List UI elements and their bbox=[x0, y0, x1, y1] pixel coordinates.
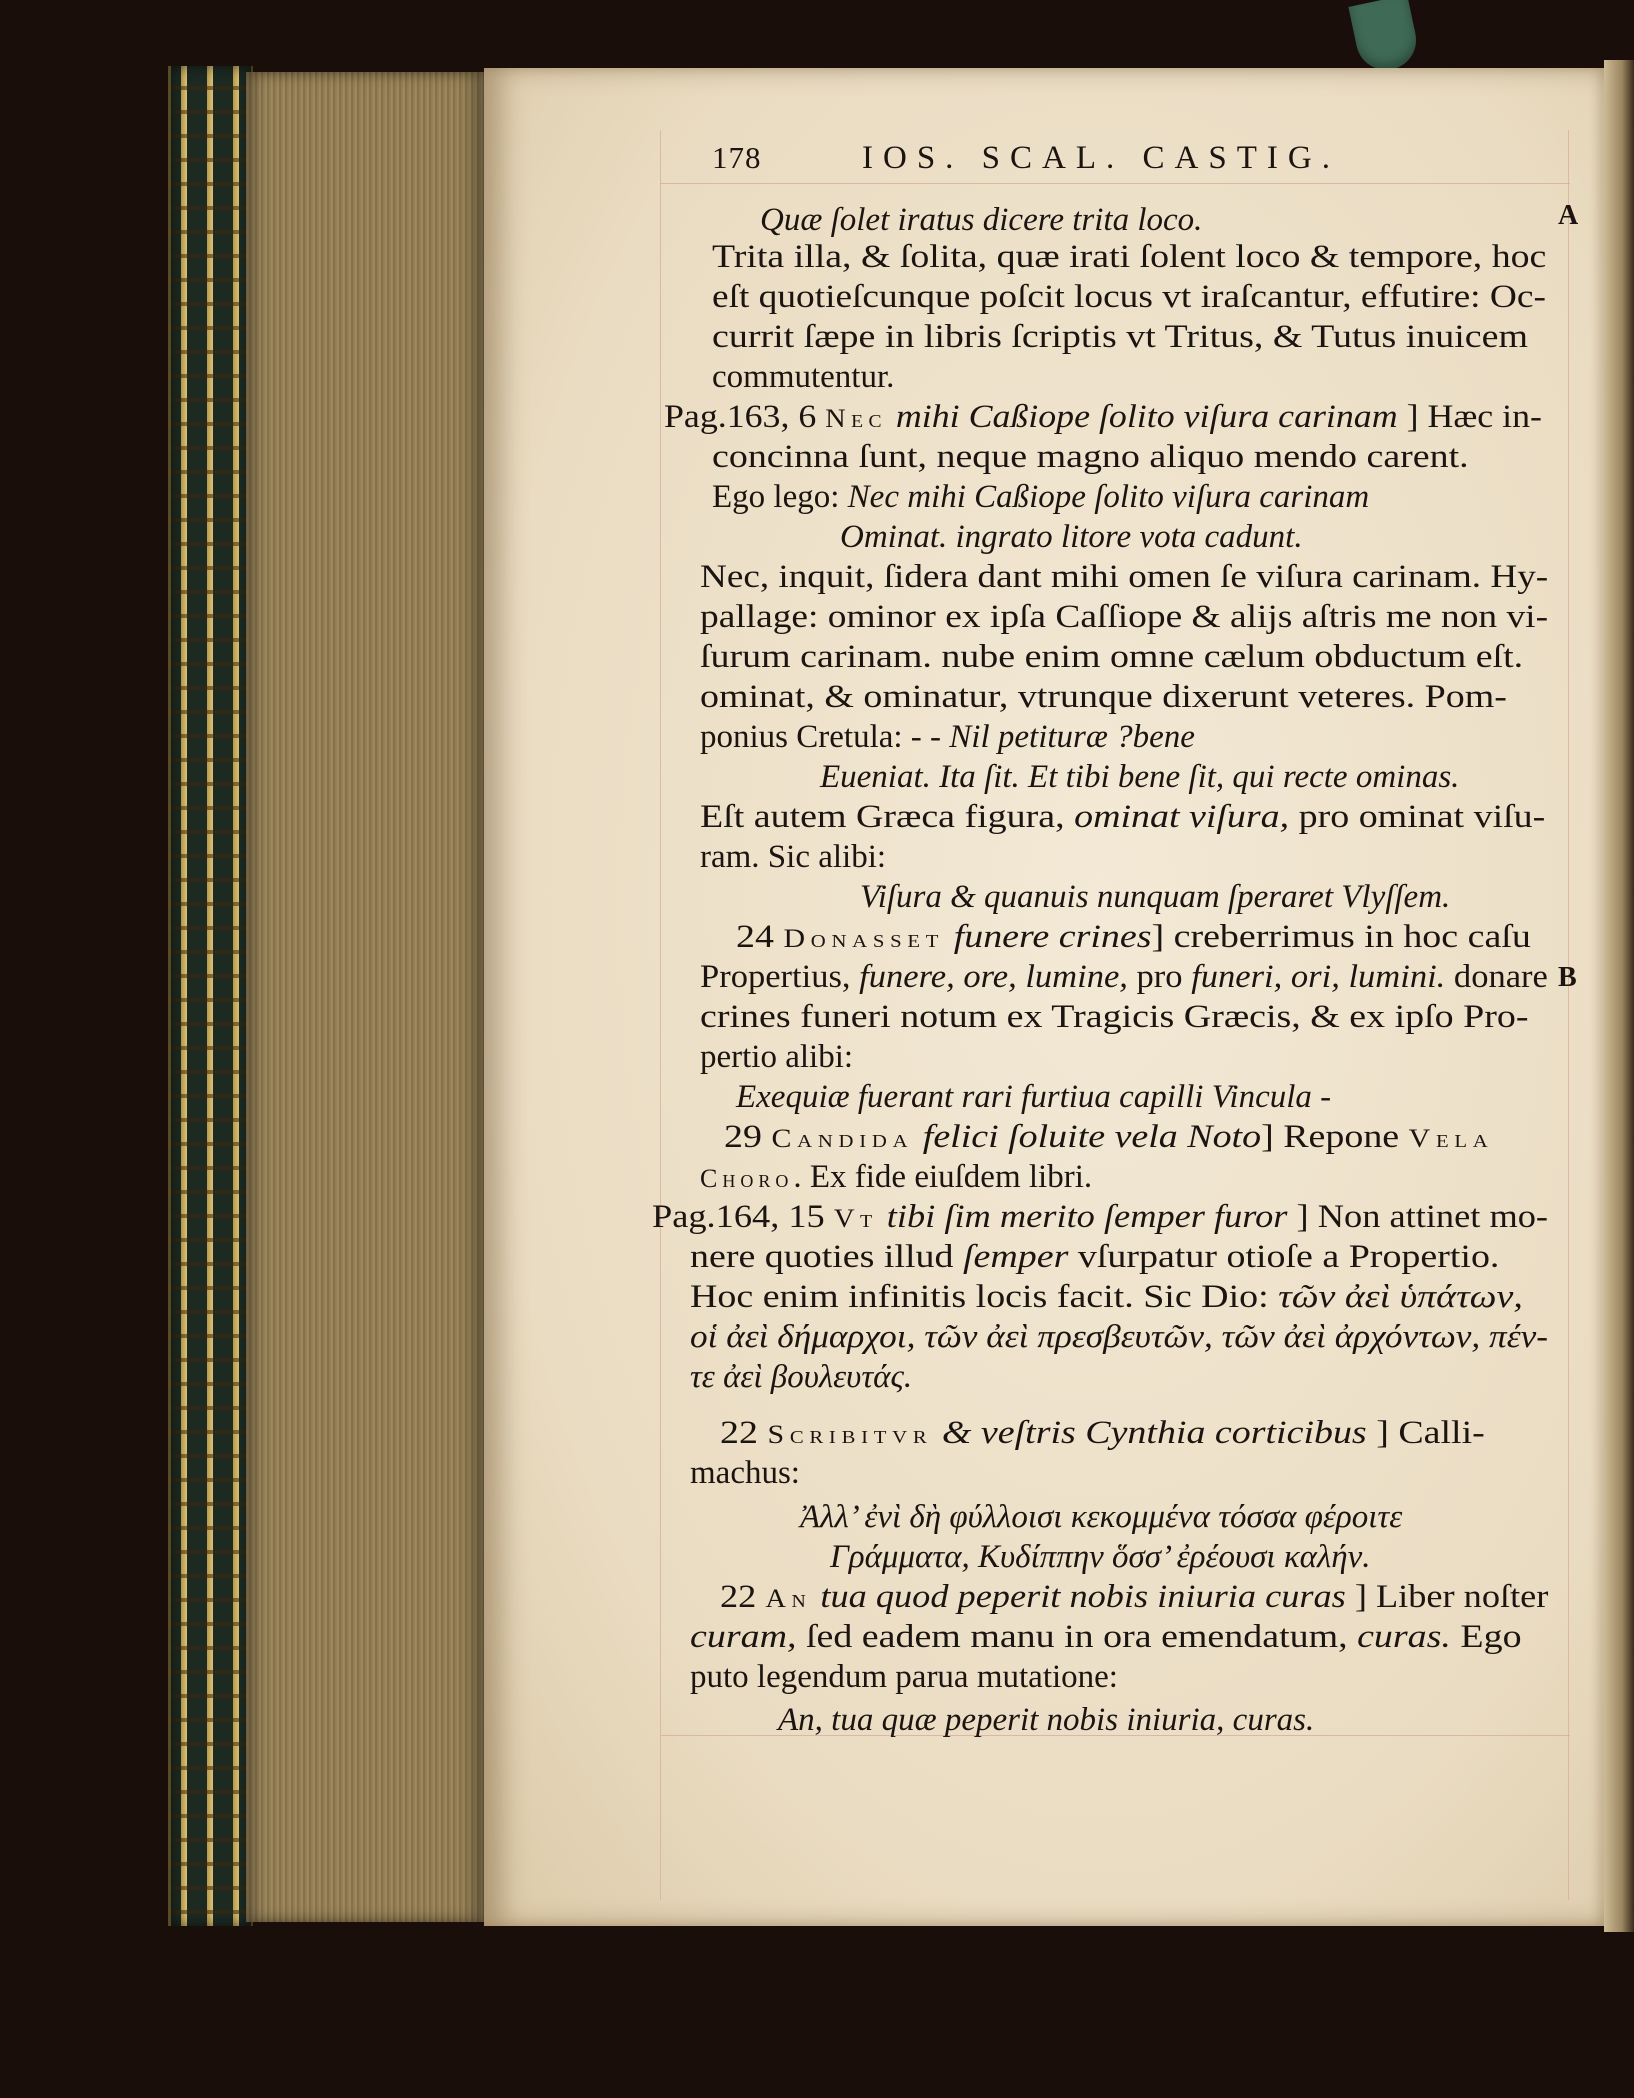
gilded-binding-spine bbox=[168, 66, 253, 1926]
text-segment: nere quoties illud bbox=[690, 1239, 963, 1275]
text-segment: concinna ſunt, neque magno aliquo mendo carent. bbox=[712, 439, 1469, 475]
text-segment: ] Calli- bbox=[1366, 1415, 1485, 1451]
text-line bbox=[712, 237, 1546, 277]
text-line bbox=[690, 1237, 1499, 1277]
text-segment: Pag.164, 15 bbox=[652, 1199, 834, 1235]
text-segment: commutentur. bbox=[712, 359, 895, 395]
text-line bbox=[712, 277, 1546, 317]
text-segment: 22 bbox=[720, 1415, 768, 1451]
text-line bbox=[720, 1577, 1548, 1619]
text-segment: ſed eadem manu in ora emendatum, bbox=[796, 1619, 1358, 1655]
margin-rule-right bbox=[1568, 130, 1569, 1900]
text-line bbox=[690, 1317, 1548, 1357]
text-line bbox=[700, 797, 1545, 837]
text-line bbox=[736, 1077, 1331, 1117]
text-segment: donare bbox=[1445, 959, 1548, 995]
text-line bbox=[712, 437, 1469, 477]
text-segment: Trita illa, & ſolita, quæ irati ſolent loco & tempore, hoc bbox=[712, 239, 1547, 275]
text-segment: Γράμματα, Κυδίππην ὅσσ’ ἐρέουσι καλήν. bbox=[830, 1539, 1371, 1575]
text-segment: ponius Cretula: - - bbox=[700, 719, 950, 755]
text-line bbox=[690, 1657, 1118, 1697]
text-segment: Eueniat. Ita ſit. Et tibi bene ſit, qui recte ominas. bbox=[820, 759, 1460, 795]
text-line bbox=[700, 837, 886, 877]
text-line bbox=[736, 917, 1531, 959]
text-segment: Nec bbox=[825, 404, 887, 433]
text-segment: ſemper bbox=[962, 1239, 1069, 1275]
text-line bbox=[700, 717, 1195, 757]
text-segment: curas. bbox=[1357, 1619, 1451, 1655]
text-segment: 24 bbox=[736, 919, 784, 955]
text-segment: Choro bbox=[700, 1164, 794, 1193]
text-segment: ] Liber noſter bbox=[1345, 1579, 1549, 1615]
text-line bbox=[700, 597, 1548, 637]
text-segment: ominat viſura, bbox=[1074, 799, 1290, 835]
text-segment: vſurpatur otioſe a Propertio. bbox=[1068, 1239, 1500, 1275]
text-line bbox=[778, 1700, 1314, 1740]
text-segment: ] Non attinet mo- bbox=[1287, 1199, 1549, 1235]
running-title: IOS. SCAL. CASTIG. bbox=[862, 140, 1340, 176]
text-segment: τῶν ἀεὶ ὑπάτων, bbox=[1278, 1279, 1523, 1315]
text-segment: funeri, ori, lumini. bbox=[1191, 959, 1446, 995]
text-segment: Propertius, bbox=[700, 959, 860, 995]
text-segment: Exequiæ fuerant rari furtiua capilli Vincula - bbox=[736, 1079, 1332, 1115]
text-segment: . Ex fide eiuſdem libri. bbox=[793, 1159, 1093, 1195]
text-segment: crines funeri notum ex Tragicis Græcis, & ex ipſo Pro- bbox=[700, 999, 1529, 1035]
text-segment: Nec, inquit, ſidera dant mihi omen ſe viſura carinam. Hy- bbox=[700, 559, 1549, 595]
text-segment: Scribitvr bbox=[767, 1420, 933, 1449]
text-line bbox=[760, 200, 1202, 240]
text-segment: ſurum carinam. nube enim omne cælum obductum eſt. bbox=[700, 639, 1524, 675]
text-segment: tibi ſim merito ſemper furor bbox=[877, 1199, 1288, 1235]
text-line bbox=[664, 397, 1542, 439]
text-segment: ] Repone bbox=[1261, 1119, 1409, 1155]
text-segment: 29 bbox=[724, 1119, 772, 1155]
text-segment: An, tua quæ peperit nobis iniuria, curas. bbox=[778, 1702, 1315, 1738]
bookmark-ribbon bbox=[1348, 0, 1421, 75]
text-segment: pertio alibi: bbox=[700, 1039, 854, 1075]
text-line bbox=[724, 1117, 1493, 1159]
text-segment: machus: bbox=[690, 1455, 800, 1491]
text-line bbox=[700, 557, 1548, 597]
text-segment: pro ominat viſu- bbox=[1289, 799, 1546, 835]
margin-letter-b: B bbox=[1558, 962, 1577, 993]
text-line bbox=[712, 317, 1528, 357]
text-segment: An bbox=[765, 1584, 812, 1613]
text-segment: Ego lego: bbox=[712, 479, 848, 515]
text-segment: Eſt autem Græca figura, bbox=[700, 799, 1075, 835]
text-segment: puto legendum parua mutatione: bbox=[690, 1659, 1118, 1695]
text-line bbox=[690, 1357, 912, 1397]
page-number: 178 bbox=[712, 140, 762, 175]
text-segment: Ἀλλ’ ἐνὶ δὴ φύλλοισι κεκομμένα τόσσα φέροιτε bbox=[800, 1499, 1403, 1535]
text-line bbox=[700, 957, 1548, 997]
text-segment: Vela bbox=[1408, 1124, 1494, 1153]
text-segment: ram. Sic alibi: bbox=[700, 839, 887, 875]
text-segment: curam, bbox=[690, 1619, 797, 1655]
text-line bbox=[690, 1617, 1522, 1657]
text-line bbox=[700, 1037, 853, 1077]
text-segment: currit ſæpe in libris ſcriptis vt Tritus, & Tutus inuicem bbox=[712, 319, 1529, 355]
text-segment: οἱ ἀεὶ δήμαρχοι, τῶν ἀεὶ πρεσβευτῶν, τῶν ἀεὶ ἀρχόντων, πέν- bbox=[690, 1319, 1549, 1355]
header-rule bbox=[660, 183, 1570, 184]
text-segment: Nil petituræ ?bene bbox=[949, 719, 1195, 755]
facing-page-edge bbox=[1604, 60, 1634, 1932]
text-line bbox=[712, 477, 1369, 517]
text-line bbox=[840, 517, 1303, 557]
text-segment: Vt bbox=[833, 1204, 878, 1233]
text-segment: eſt quotieſcunque poſcit locus vt iraſcantur, effutire: Oc- bbox=[712, 279, 1546, 315]
text-line bbox=[700, 637, 1523, 677]
text-line bbox=[712, 357, 894, 397]
text-segment: Viſura & quanuis nunquam ſperaret Vlyſſem. bbox=[860, 879, 1451, 915]
text-segment: funere crines bbox=[944, 919, 1152, 955]
text-segment: Hoc enim infinitis locis facit. Sic Dio: bbox=[690, 1279, 1279, 1315]
text-segment: Quæ ſolet iratus dicere trita loco. bbox=[760, 202, 1203, 238]
text-segment: felici ſoluite vela Noto bbox=[913, 1119, 1262, 1155]
text-line bbox=[690, 1453, 800, 1493]
text-line bbox=[820, 757, 1459, 797]
text-segment: tua quod peperit nobis iniuria curas bbox=[811, 1579, 1346, 1615]
margin-rule-left bbox=[660, 130, 661, 1900]
text-segment: ] Hæc in- bbox=[1397, 399, 1542, 435]
text-line bbox=[800, 1497, 1402, 1537]
text-segment: Donasset bbox=[783, 924, 945, 953]
text-segment: mihi Caßiope ſolito viſura carinam bbox=[886, 399, 1398, 435]
text-line bbox=[652, 1197, 1548, 1239]
text-segment: 22 bbox=[720, 1579, 766, 1615]
text-line bbox=[700, 997, 1528, 1037]
text-segment: funere, ore, lumine, bbox=[859, 959, 1128, 995]
text-segment: pro bbox=[1127, 959, 1192, 995]
text-line bbox=[860, 877, 1450, 917]
text-line bbox=[700, 677, 1507, 717]
text-segment: & veſtris Cynthia corticibus bbox=[932, 1415, 1367, 1451]
page-edges-stack bbox=[246, 72, 484, 1922]
text-segment: Nec mihi Caßiope ſolito viſura carinam bbox=[847, 479, 1370, 515]
text-line bbox=[830, 1537, 1371, 1577]
text-line bbox=[690, 1277, 1523, 1317]
text-segment: ominat, & ominatur, vtrunque dixerunt veteres. Pom- bbox=[700, 679, 1507, 715]
text-segment: τε ἀεὶ βουλευτάς. bbox=[690, 1359, 913, 1395]
text-line bbox=[720, 1413, 1485, 1455]
text-segment: Pag.163, 6 bbox=[664, 399, 826, 435]
text-segment: pallage: ominor ex ipſa Caſſiope & alijs aſtris me non vi- bbox=[700, 599, 1549, 635]
text-segment: Candida bbox=[771, 1124, 914, 1153]
text-segment: Ego bbox=[1450, 1619, 1522, 1655]
text-line bbox=[700, 1157, 1092, 1199]
text-segment: ] creberrimus in hoc caſu bbox=[1151, 919, 1531, 955]
margin-letter-a: A bbox=[1558, 200, 1579, 231]
text-segment: Ominat. ingrato litore vota cadunt. bbox=[840, 519, 1303, 555]
